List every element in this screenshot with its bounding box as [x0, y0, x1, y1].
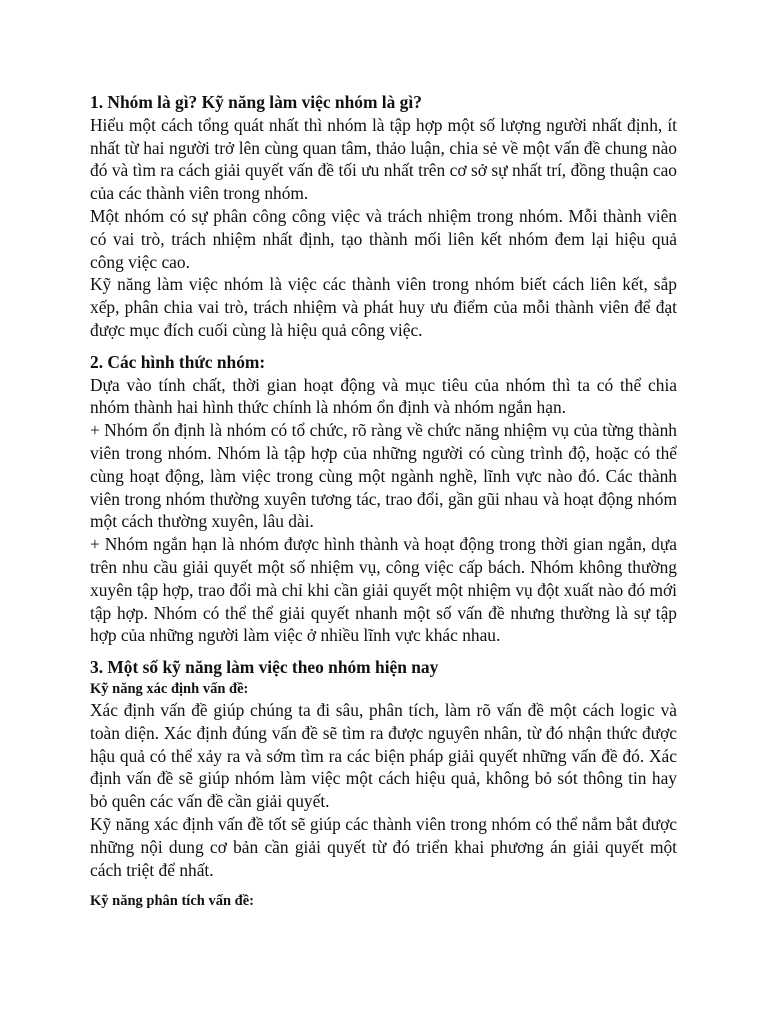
section-heading: 3. Một số kỹ năng làm việc theo nhóm hiện nay	[90, 657, 439, 678]
paragraph: + Nhóm ngắn hạn là nhóm được hình thành và hoạt động trong thời gian ngắn, dựa trên nhu cầu giải quyết một số nhiệm vụ, công việc cấp bách. Nhóm không thường xuyên tập hợp, trao đổi mà chỉ khi cần giải quyết một nhiệm vụ đột xuất nào đó mới tập hợp. Nhóm có thể thể giải quyết nhanh một số vấn đề nhưng thường là sự tập hợp của những người làm việc ở nhiều lĩnh vực khác nhau.	[90, 534, 677, 646]
section-heading: 2. Các hình thức nhóm:	[90, 351, 266, 372]
document-page	[90, 91, 677, 911]
paragraph: Kỹ năng làm việc nhóm là việc các thành viên trong nhóm biết cách liên kết, sắp xếp, phân chia vai trò, trách nhiệm và phát huy ưu điểm của mỗi thành viên để đạt được mục đích cuối cùng là hiệu quả công việc.	[90, 274, 677, 340]
paragraph: Xác định vấn đề giúp chúng ta đi sâu, phân tích, làm rõ vấn đề một cách logic và toàn diện. Xác định đúng vấn đề sẽ tìm ra được nguyên nhân, từ đó nhận thức được hậu quả có thể xảy ra và sớm tìm ra các biện pháp giải quyết những vấn đề đó. Xác định vấn đề sẽ giúp nhóm làm việc một cách hiệu quả, không bỏ sót thông tin hay bỏ quên các vấn đề cần giải quyết.	[90, 699, 677, 812]
paragraph: + Nhóm ổn định là nhóm có tổ chức, rõ ràng về chức năng nhiệm vụ của từng thành viên trong nhóm. Nhóm là tập hợp của những người có cùng trình độ, hoặc có thể cùng hoạt động, làm việc trong cùng một ngành nghề, lĩnh vực nào đó. Các thành viên trong nhóm thường xuyên tương tác, trao đổi, gần gũi nhau và hoạt động nhóm một cách thường xuyên, lâu dài.	[90, 420, 677, 532]
section-heading: 1. Nhóm là gì? Kỹ năng làm việc nhóm là gì?	[90, 92, 422, 112]
subsection-heading: Kỹ năng phân tích vấn đề:	[90, 893, 254, 910]
section-1	[90, 91, 677, 342]
section-2	[90, 351, 677, 647]
section-3	[90, 656, 677, 911]
paragraph: Dựa vào tính chất, thời gian hoạt động và mục tiêu của nhóm thì ta có thể chia nhóm thành hai hình thức chính là nhóm ổn định và nhóm ngắn hạn.	[90, 374, 677, 418]
paragraph: Hiểu một cách tổng quát nhất thì nhóm là tập hợp một số lượng người nhất định, ít nhất từ hai người trở lên cùng quan tâm, thảo luận, chia sẻ về một vấn đề chung nào đó và tìm ra cách giải quyết vấn đề tối ưu nhất trên cơ sở sự nhất trí, đồng thuận cao của các thành viên trong nhóm.	[90, 114, 677, 204]
paragraph: Kỹ năng xác định vấn đề tốt sẽ giúp các thành viên trong nhóm có thể nắm bắt được những nội dung cơ bản cần giải quyết từ đó triển khai phương án giải quyết một cách triệt để nhất.	[90, 813, 677, 880]
paragraph: Một nhóm có sự phân công công việc và trách nhiệm trong nhóm. Mỗi thành viên có vai trò, trách nhiệm nhất định, tạo thành mối liên kết nhóm đem lại hiệu quả công việc cao.	[90, 205, 677, 272]
subsection-heading: Kỹ năng xác định vấn đề:	[90, 680, 249, 697]
